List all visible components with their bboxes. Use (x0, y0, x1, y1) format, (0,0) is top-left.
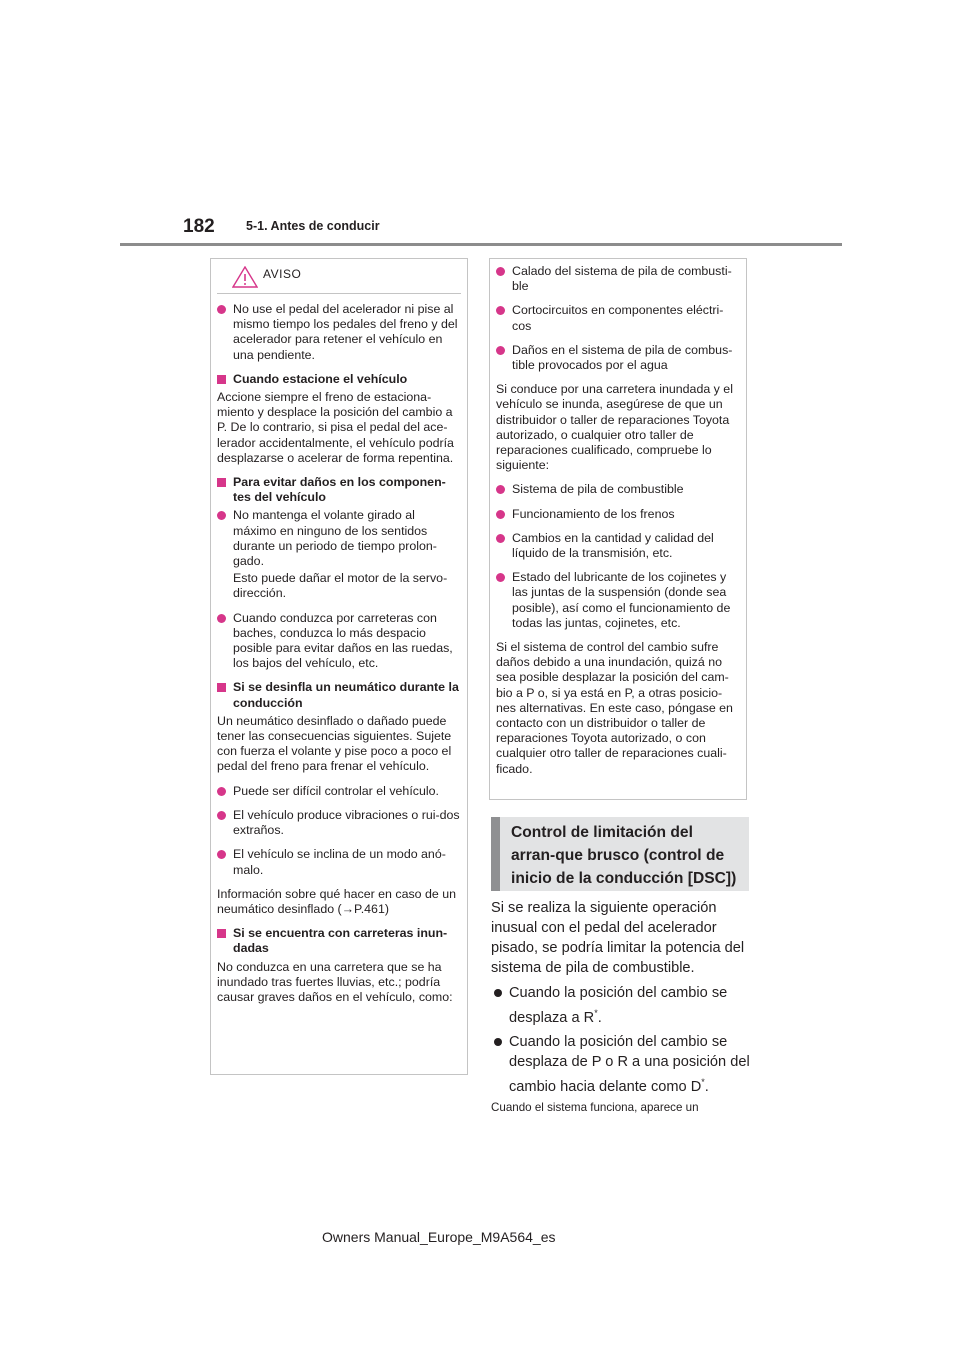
section-title: 5-1. Antes de conducir (246, 219, 380, 233)
bullet-item: Cortocircuitos en componentes eléctri-cos (496, 303, 740, 333)
bullet-dot-icon (496, 267, 505, 276)
sub-heading: Para evitar daños en los componen-tes del vehículo (217, 475, 461, 505)
paragraph: Si conduce por una carretera inundada y el vehículo se inunda, asegúrese de que un distribuidor o taller de reparaciones Toyota autorizado, o cualquier otro taller de reparaciones cualificado, compruebe lo siguiente: (496, 382, 733, 473)
warning-header (217, 259, 461, 294)
bullet-item: Calado del sistema de pila de combusti-ble (496, 264, 740, 294)
bullet-dot-icon (496, 306, 505, 315)
bullet-item: Sistema de pila de combustible (496, 482, 740, 497)
bullet-dot-icon (217, 787, 226, 796)
body-intro: Si se realiza la siguiente operación inusual con el pedal del acelerador pisado, se podría limitar la potencia del sistema de pila de combustible. (491, 900, 745, 976)
warning-title: AVISO (263, 267, 302, 281)
body-bullet: Cuando la posición del cambio se desplaza de P o R a una posición del cambio hacia delante como D*. (491, 1032, 753, 1097)
bullet-item: El vehículo produce vibraciones o rui-dos extraños. (217, 808, 461, 838)
bullet-item: Estado del lubricante de los cojinetes y las juntas de la suspensión (donde sea posible), así como el funcionamiento de todas las juntas, cojinetes, etc. (496, 570, 740, 631)
warning-triangle-icon (232, 266, 258, 288)
paragraph: Información sobre qué hacer en caso de un neumático desinflado (→P.461) (217, 886, 457, 916)
header-rule (120, 243, 842, 246)
warning-box-left (210, 258, 468, 1075)
paragraph: Si el sistema de control del cambio sufre daños debido a una inundación, quizá no sea posible desplazar la posición del cam-bio a P o, si ya está en P, a otras posicio-nes alternativas. En este caso, póngase en contacto con un distribuidor o taller de reparaciones Toyota autorizado, o con cualquier otro taller de reparaciones cuali-ficado. (496, 640, 733, 776)
bullet-item: El vehículo se inclina de un modo anó-malo. (217, 847, 461, 877)
body-bullet: Cuando la posición del cambio se desplaza a R*. (491, 983, 753, 1028)
body-note: Cuando el sistema funciona, aparece un (491, 1100, 699, 1114)
paragraph: No conduzca en una carretera que se ha inundado tras fuertes lluvias, etc.; podría causar graves daños en el vehículo, como: (217, 959, 453, 1004)
page-number: 182 (183, 216, 215, 237)
bullet-item: Cambios en la cantidad y calidad del líquido de la transmisión, etc. (496, 531, 740, 561)
paragraph: Accione siempre el freno de estaciona-miento y desplace la posición del cambio a P. De lo contrario, si pisa el pedal del ace-lerador accidentalmente, el vehículo podría desplazarse o acelerar de forma repentina. (217, 390, 454, 465)
footer-text: Owners Manual_Europe_M9A564_es (322, 1229, 556, 1245)
bullet-dot-icon (496, 534, 505, 543)
bullet-dot-icon (496, 485, 505, 494)
bullet-item: Cuando conduzca por carreteras con baches, conduzca lo más despacio posible para evitar daños en las ruedas, los bajos del vehículo, etc. (217, 611, 461, 672)
topic-heading: Control de limitación del arran-que brusco (control de inicio de la conducción [DSC]) (511, 824, 737, 887)
topic-heading-box (491, 817, 749, 891)
bullet-item: Funcionamiento de los frenos (496, 507, 740, 522)
sub-heading: Si se encuentra con carreteras inun-dadas (217, 926, 461, 956)
sub-heading: Si se desinfla un neumático durante la conducción (217, 680, 461, 710)
bullet-item: No mantenga el volante girado al máximo en ninguno de los sentidos durante un periodo de tiempo prolon-gado. (217, 508, 461, 569)
square-bullet-icon (217, 929, 226, 938)
bullet-item: Daños en el sistema de pila de combus-tible provocados por el agua (496, 343, 740, 373)
bullet-item: Puede ser difícil controlar el vehículo. (217, 784, 461, 799)
bullet-dot-icon (217, 305, 226, 314)
sub-paragraph: Esto puede dañar el motor de la servo-dirección. (233, 571, 448, 601)
bullet-dot-icon (496, 510, 505, 519)
square-bullet-icon (217, 478, 226, 487)
bullet-dot-icon (217, 614, 226, 623)
square-bullet-icon (217, 683, 226, 692)
paragraph: Un neumático desinflado o dañado puede tener las consecuencias siguientes. Sujete con fuerza el volante y pise poco a poco el pedal del freno para frenar el vehículo. (217, 713, 452, 774)
bullet-dot-icon (496, 346, 505, 355)
sub-heading: Cuando estacione el vehículo (217, 372, 461, 387)
bullet-dot-icon (494, 989, 502, 997)
warning-content-left (217, 302, 461, 1005)
square-bullet-icon (217, 375, 226, 384)
bullet-dot-icon (217, 811, 226, 820)
warning-content-right (496, 264, 740, 777)
bullet-dot-icon (217, 850, 226, 859)
bullet-dot-icon (494, 1038, 502, 1046)
body-column (491, 898, 753, 1115)
bullet-item: No use el pedal del acelerador ni pise al mismo tiempo los pedales del freno y del acelerador para retener el vehículo en una pendiente. (217, 302, 461, 363)
bullet-dot-icon (496, 573, 505, 582)
warning-box-right (489, 258, 747, 800)
bullet-dot-icon (217, 511, 226, 520)
